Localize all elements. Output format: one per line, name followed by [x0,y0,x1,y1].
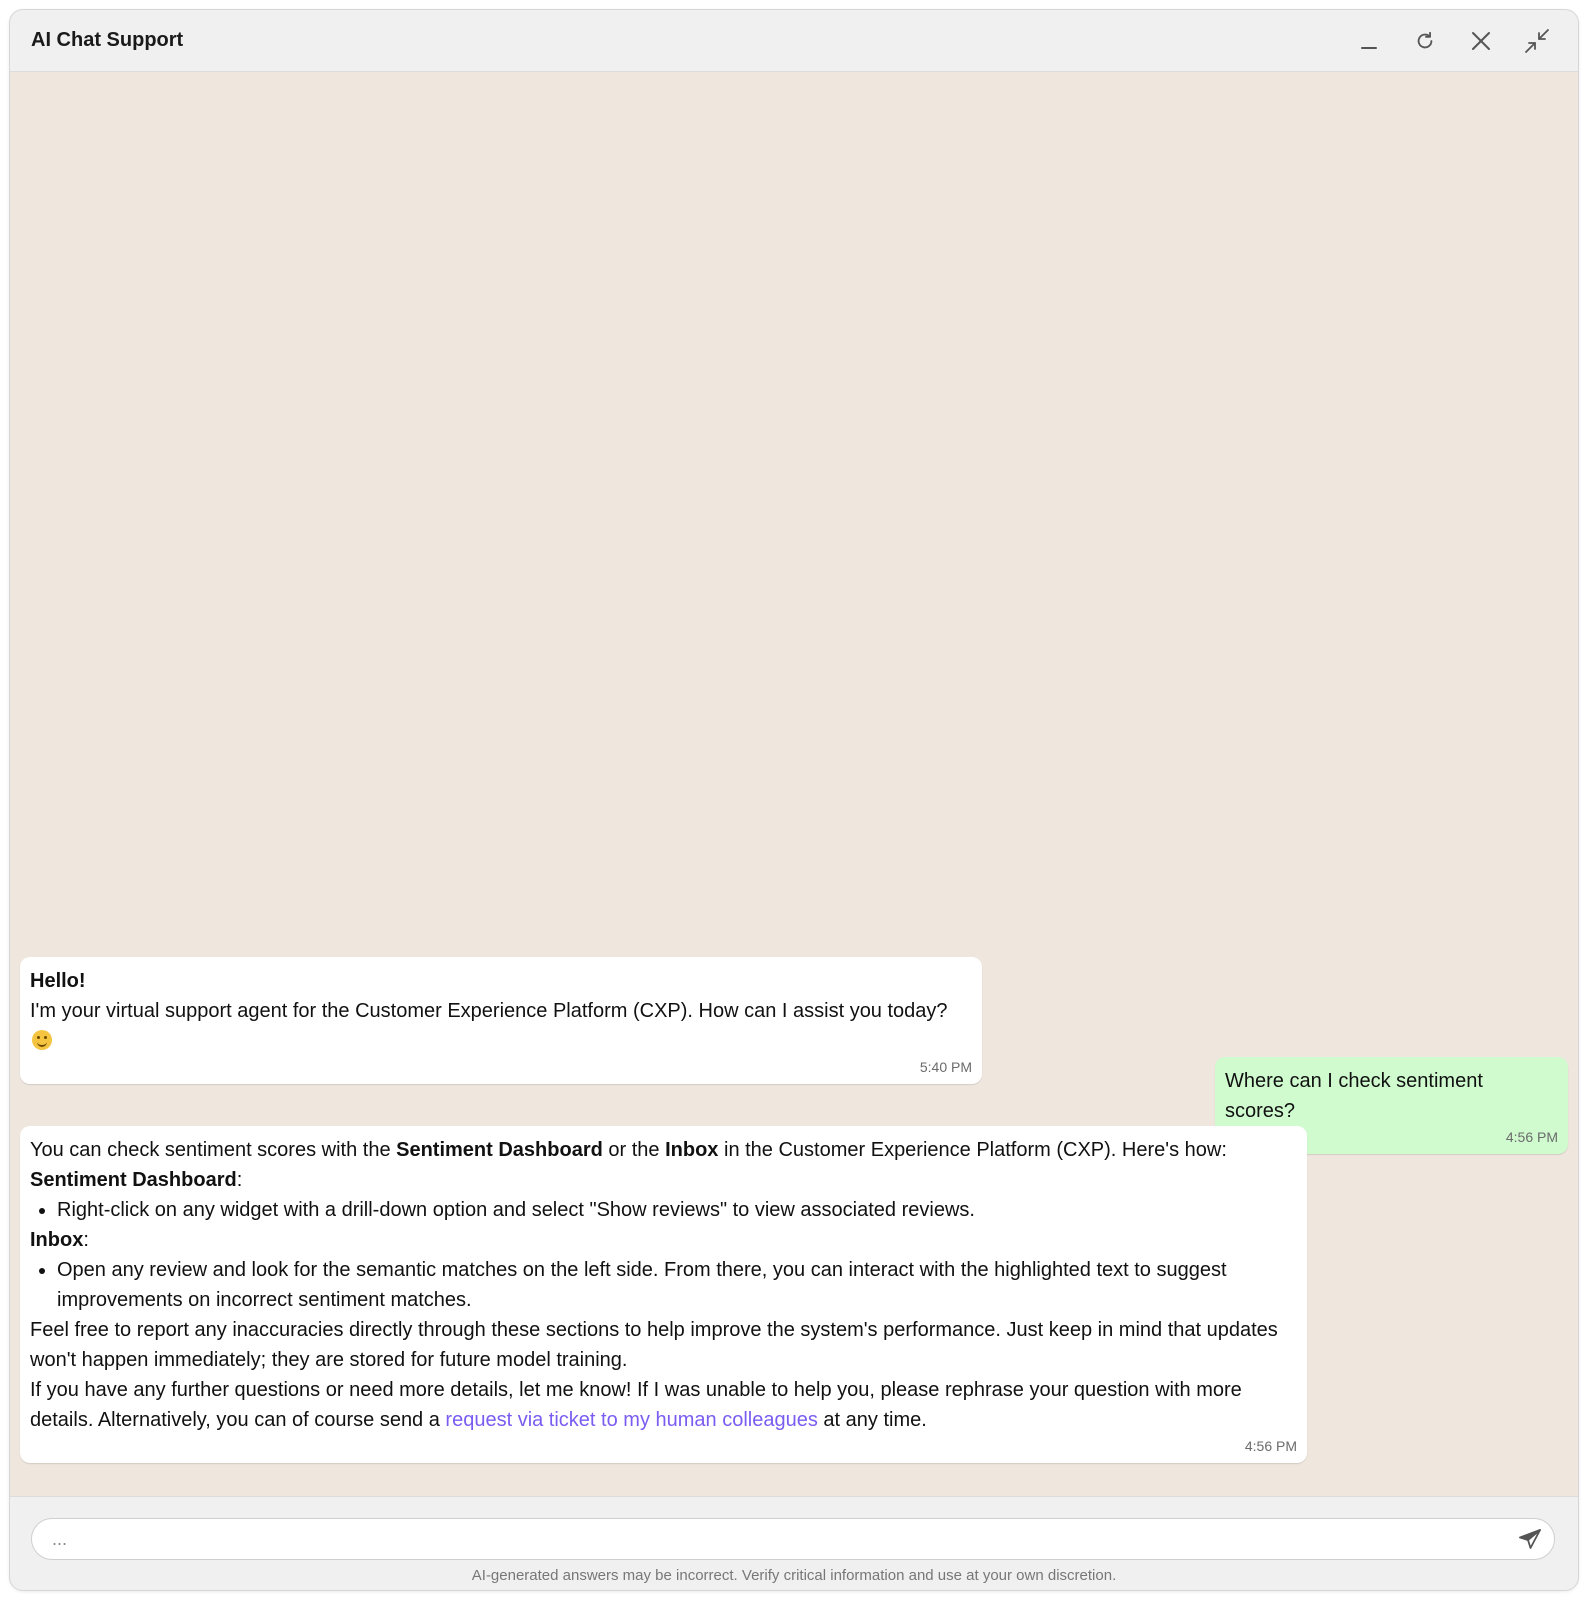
ai-disclaimer: AI-generated answers may be incorrect. Verify critical information and use at your own discretion. [471,1567,1117,1584]
section-list [30,1255,1297,1315]
answer-paragraph: Feel free to report any inaccuracies directly through these sections to help improve the system's performance. Just keep in mind that updates won't happen immediately; they are stored for future model training. [30,1319,1278,1371]
answer-intro-part: or the [602,1139,666,1161]
section-colon: : [236,1169,243,1191]
smile-icon [32,1030,52,1050]
minimize-icon [1359,31,1379,51]
close-icon [1470,30,1492,52]
answer-intro-part: in the Customer Experience Platform (CXP). Here's how: [718,1139,1227,1161]
user-message-text: Where can I check sentiment scores? [1225,1070,1483,1122]
send-icon [1518,1528,1542,1552]
section-heading [30,1165,1297,1195]
answer-paragraph-part: at any time. [817,1409,927,1431]
greeting-heading: Hello! [30,970,86,992]
bot-message-greeting [20,957,982,1084]
collapse-icon [1524,28,1550,54]
window-title: AI Chat Support [31,29,184,51]
message-time: 4:56 PM [1244,1438,1297,1454]
message-input[interactable] [50,1519,1490,1559]
send-button[interactable] [1514,1524,1546,1556]
answer-intro [30,1135,1297,1165]
composer [10,1496,1578,1591]
answer-paragraph-part: If you have any further questions or need more details, let me know! If I was unable to help you, please rephrase your question with more details. Alternatively, you can of course send a [30,1379,1242,1431]
section-heading [30,1225,1297,1255]
message-time: 4:56 PM [1505,1129,1558,1145]
bot-message-answer [20,1126,1307,1463]
title-bar [10,10,1578,72]
ticket-request-link[interactable]: request via ticket to my human colleagues [445,1409,818,1431]
section-list [30,1195,1297,1225]
chat-window [9,9,1579,1591]
list-item: • Right-click on any widget with a drill-down option and select "Show reviews" to view associated reviews. [57,1195,1297,1225]
answer-intro-bold: Inbox [665,1139,719,1161]
refresh-icon [1414,30,1436,52]
greeting-text: I'm your virtual support agent for the Customer Experience Platform (CXP). How can I assist you today? [30,1000,948,1022]
section-title: Sentiment Dashboard [30,1169,237,1191]
collapse-button[interactable] [1520,24,1554,58]
section-title: Inbox [30,1229,84,1251]
minimize-button[interactable] [1352,24,1386,58]
answer-paragraph [30,1375,1297,1435]
refresh-button[interactable] [1408,24,1442,58]
answer-intro-bold: Sentiment Dashboard [396,1139,603,1161]
window-controls [1352,10,1554,72]
message-list[interactable] [10,72,1578,1496]
close-button[interactable] [1464,24,1498,58]
answer-intro-part: You can check sentiment scores with the [30,1139,397,1161]
message-input-wrapper [31,1518,1555,1560]
section-colon: : [83,1229,89,1251]
message-time: 5:40 PM [919,1059,972,1075]
list-item: • Open any review and look for the semantic matches on the left side. From there, you can interact with the highlighted text to suggest improvements on incorrect sentiment matches. [57,1255,1297,1315]
